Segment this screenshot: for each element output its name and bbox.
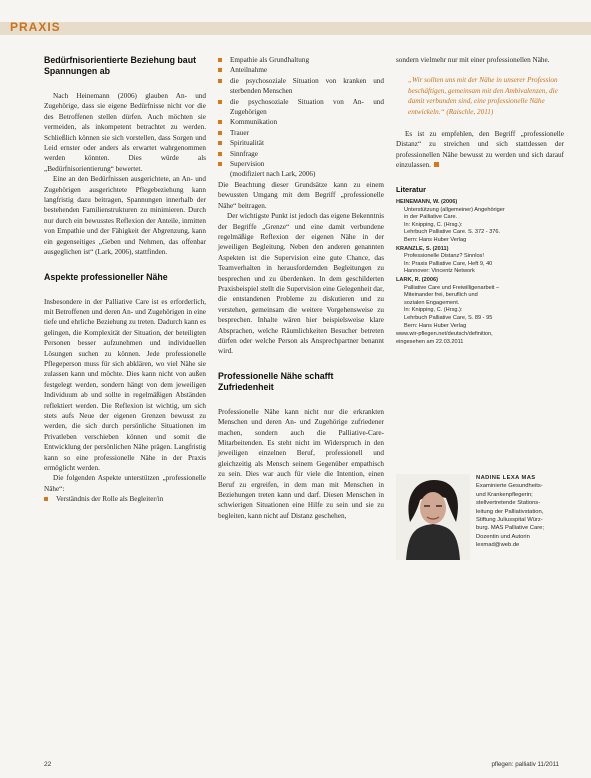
- bullet-icon: [218, 120, 222, 124]
- bullet-icon: [218, 162, 222, 166]
- bullet-icon: [44, 497, 48, 501]
- paragraph: Professionelle Nähe kann nicht nur die erkrankten Menschen und deren An- und Zugehörige zufriedener machen, sondern auch die Palliative-Care-Mitarbeitenden. Es steht nicht im Widerspruch in den jeweiligen einzelnen Beruf, professionell und gleichzeitig als Mensch seinem Gegenüber empathisch zu sein. Dies war auch für viele die Intention, einen Beruf zu ergreifen, in dem man mit Menschen in Beziehungen treten kann und darf. Diesen Menschen in schwierigen Situationen eine Hilfe zu sein und sie zu begleiten, kann nicht auf Distanz geschehen,: [218, 407, 384, 520]
- paragraph: Die Beachtung dieser Grundsätze kann zu einem bewussten Umgang mit dem Begriff „professionelle Nähe“ beitragen.: [218, 180, 384, 210]
- list-item: Trauer: [218, 128, 384, 138]
- heading-beziehung: Bedürfnisorientierte Beziehung baut Spannungen ab: [44, 55, 197, 76]
- list-item: Anteilnahme: [218, 65, 384, 75]
- column-1: [44, 55, 206, 505]
- header-band: [0, 22, 591, 35]
- page-number: 22: [44, 761, 52, 768]
- author-box: [396, 474, 568, 560]
- bullet-icon: [218, 131, 222, 135]
- heading-zufriedenheit: Professionelle Nähe schafft Zufriedenheit: [218, 370, 334, 392]
- list-item: Supervision: [218, 159, 384, 169]
- paragraph: Es ist zu empfehlen, den Begriff „professionelle Distanz“ zu streichen und sich stattdessen der professionellen Nähe bewusst zu werden und sich darauf einzulassen.: [396, 130, 564, 170]
- list-item: Spiritualität: [218, 138, 384, 148]
- list-item: Kommunikation: [218, 117, 384, 127]
- author-email: lexmad@web.de: [476, 542, 520, 549]
- list-item: Sinnfrage: [218, 149, 384, 159]
- literature-list: [396, 199, 564, 346]
- bullet-list: [218, 55, 384, 169]
- author-name: NADINE LEXA MAS: [476, 475, 536, 481]
- paragraph: Insbesondere in der Palliative Care ist es erforderlich, mit Betroffenen und deren An- und Zugehörigen in eine tiefe und ehrliche Beziehung zu treten. Dadurch kann es gelingen, die Komplexität der Situation, der beteiligten Personen besser aufzunehmen und individuellen Lösungen suchen zu können. Jede professionelle Pflegeperson muss für sich abklären, wo viel Nähe sie zulassen kann und möchte. Dies kann nicht von außen festgelegt werden, sondern hängt von dem jeweiligen Individuum ab und sollte in regelmäßigen Abständen reflektiert werden. Die Reflexion ist wichtig, um sich stets aufs Neue der eigenen Grenzen bewusst zu werden, die sich durch persönliche Situationen im Privatleben verschieben können und somit die Entwicklung der persönlichen Nähe prägen. Langfristig kann so eine professionelle Nähe in der Praxis ermöglicht werden.: [44, 297, 206, 472]
- paragraph: sondern vielmehr nur mit einer professionellen Nähe.: [396, 56, 550, 64]
- literature-entry: www.wir-pflegen.net/deutsch/definition, eingesehen am 22.03.2011: [396, 331, 493, 345]
- author-portrait: [396, 474, 470, 560]
- paragraph: Die folgenden Aspekte unterstützen „professionelle Nähe“:: [44, 474, 206, 493]
- literature-entry: LARK, R. (2006) Palliative Care und Freiwilligenarbeit – Miteinander frei, beruflich und sozialen Engagement. In: Knipping, C. (Hrsg.): Lehrbuch Palliative Care, S. 89 - 95 Bern: Hans Huber Verlag: [396, 277, 500, 329]
- literature-entry: HEINEMANN, W. (2006) Unterstützung (allgemeiner) Angehöriger in der Palliative Care. In: Knipping, C. (Hrsg.): Lehrbuch Palliative Care. S. 372 - 376. Bern: Hans Huber Verlag: [396, 199, 505, 244]
- bullet-icon: [218, 152, 222, 156]
- list-item: Empathie als Grundhaltung: [218, 55, 384, 65]
- bullet-icon: [218, 141, 222, 145]
- bullet-list: [44, 494, 206, 504]
- end-mark-icon: [434, 162, 439, 167]
- paragraph: Der wichtigste Punkt ist jedoch das eigene Bekenntnis der Begriffe „Grenze“ und eine damit verbundene regelmäßige Reflexion der eigenen Nähe in der jeweiligen Begleitung. Neben den anderen genannten Aspekten ist die Supervision eine gute Chance, das Teamverhalten in herausfordernden Begleitungen zu besprechen und zu überdenken. In dem geschilderten Praxisbeispiel stellt die Supervision eine Gelegenheit dar, die entstandenen Probleme zu diskutieren und zu verstehen, gemeinsam die weitere Vorgehensweise zu besprechen. Inhalte wären hier beispielsweise klare Absprachen, welche Räumlichkeiten Besucher betreten dürfen oder welche Person als Ansprechpartner benannt wird.: [218, 212, 384, 356]
- bullet-icon: [218, 58, 222, 62]
- journal-footer: pflegen: palliativ 11/2011: [491, 761, 559, 768]
- heading-aspekte: Aspekte professioneller Nähe: [44, 271, 168, 282]
- list-item: die psychosoziale Situation von An- und Zugehörigen: [218, 97, 384, 118]
- paragraph: Eine an den Bedürfnissen ausgerichtete, an An- und Zugehörigen ausgerichtete Pflegebeziehung kann langfristig dazu beitragen, Spannungen innerhalb der bestehenden Familienstrukturen zu minimieren. Durch nur durch ein bewusstes Reflexion der Anteile, inmitten von Empathie und der Fähigkeit der Abgrenzung, kann ein gegenseitiges „Geben und Nehmen, das offenbar ausgeglichen ist“ (Lark, 2006), stattfinden.: [44, 175, 206, 257]
- source-note: (modifiziert nach Lark, 2006): [230, 170, 316, 179]
- column-2: [218, 55, 384, 521]
- literature-title: Literatur: [396, 184, 426, 194]
- literature-entry: KRANZLE, S. (2011) Professionelle Distanz? Sinnlos! In: Praxis Palliative Care, Heft 9, 40 Hannover: Vincentz Network: [396, 245, 493, 275]
- portrait-image: [396, 474, 470, 560]
- bullet-icon: [218, 79, 222, 83]
- bullet-icon: [218, 68, 222, 72]
- author-bio: NADINE LEXA MAS Examinierte Gesundheits- und Krankenpflegerin; stellvertretende Stations- leitung der Palliativstation, Stiftung Juliusspital Würz- burg. MAS Palliative Care; Dozentin und Autorin lexmad@web.de: [476, 474, 568, 550]
- list-item: Verständnis der Rolle als Begleiter/in: [44, 494, 206, 504]
- paragraph: Nach Heinemann (2006) glauben An- und Zugehörige, dass sie eigene Bedürfnisse nicht vor die des Betroffenen stellen dürfen. Auch möchten sie vermeiden, als inkompetent betrachtet zu werden. Schließlich können sie sich vorstellen, dass Sorgen und Leid ernster oder anders als erwartet wahrgenommen werden könnten. Dies würde als „Bedürfnisorientierung“ bewertet.: [44, 92, 206, 173]
- bullet-icon: [218, 100, 222, 104]
- section-label: PRAXIS: [10, 20, 61, 34]
- column-3: [396, 55, 564, 347]
- list-item: die psychosoziale Situation von kranken und sterbenden Menschen: [218, 76, 384, 97]
- pull-quote: „Wir sollten uns mit der Nähe in unserer Profession beschäftigen, gemeinsam mit den Ambivalenzen, die damit verbunden sind, eine professionelle Nähe entwickeln.“ (Raischle, 2011): [408, 76, 558, 116]
